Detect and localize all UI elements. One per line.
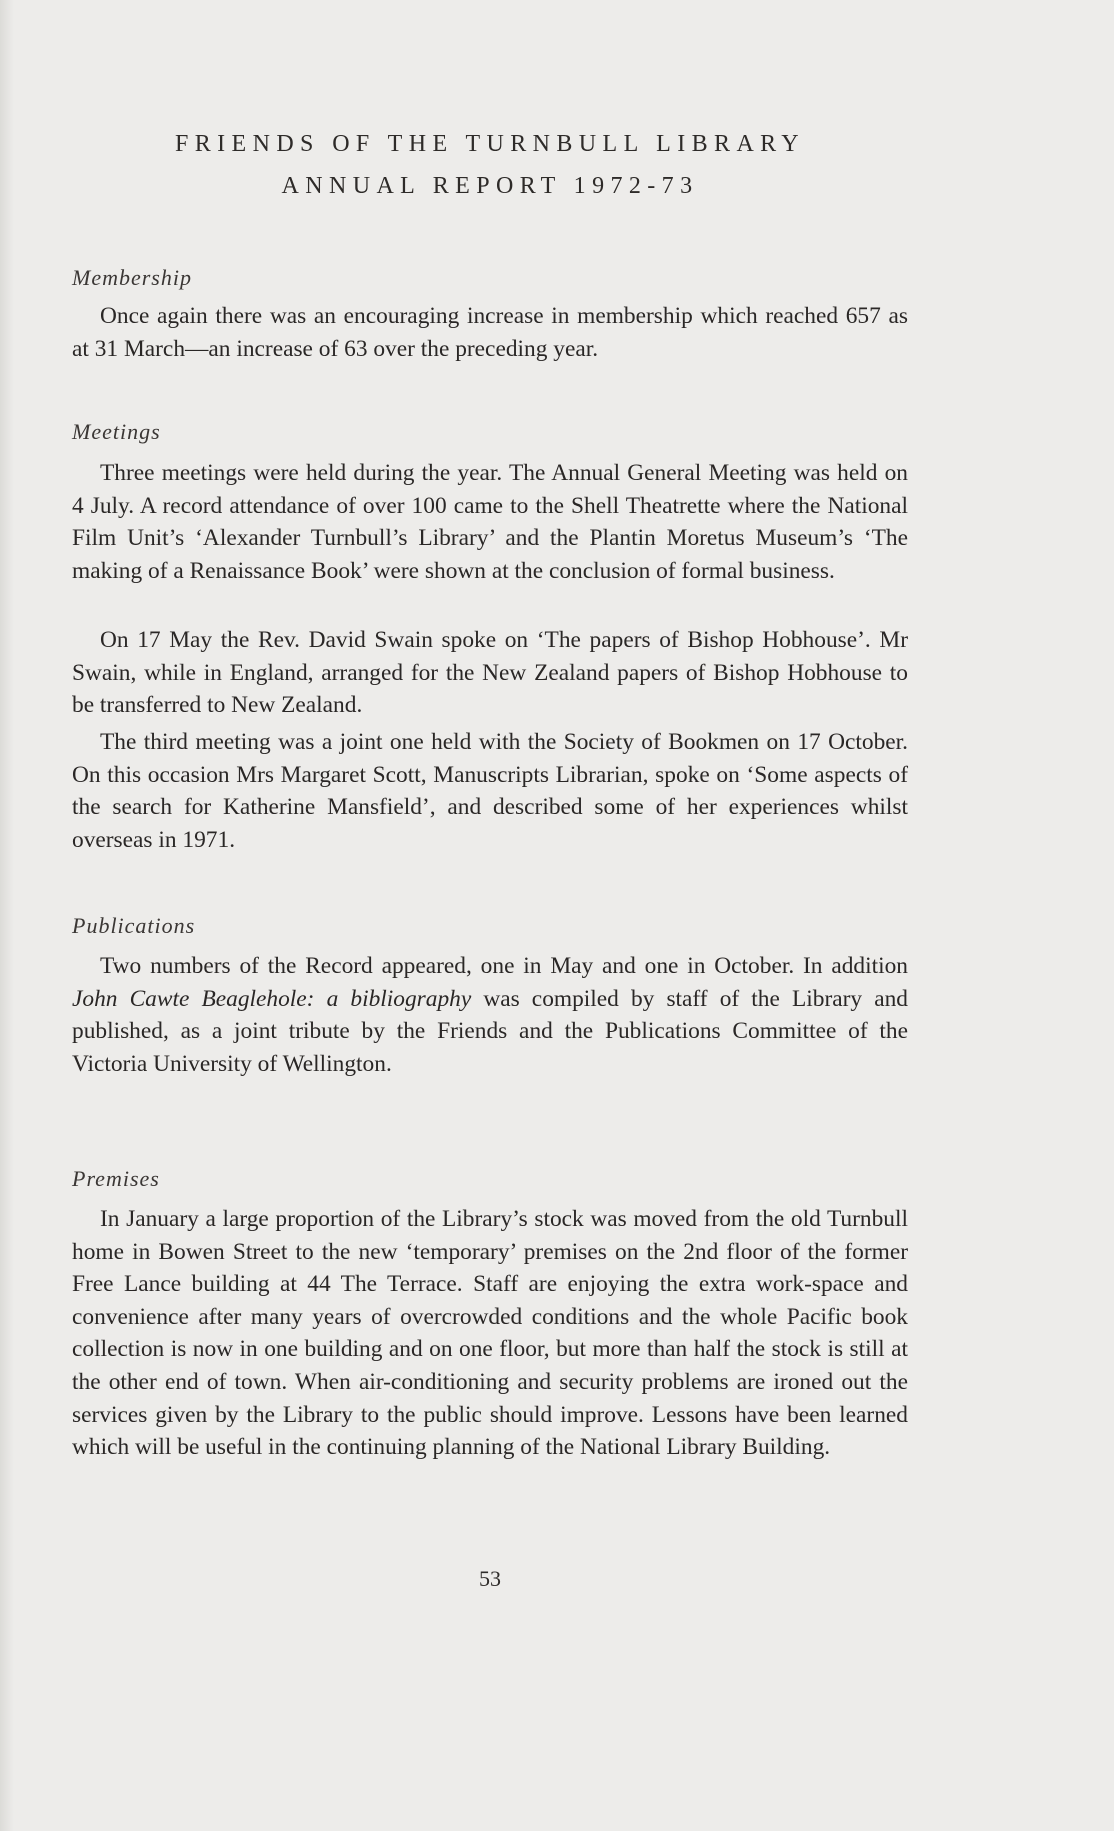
meetings-paragraph-3: The third meeting was a joint one held with the Society of Bookmen on 17 October. On this occasion Mrs Margaret Scott, Manuscripts Librarian, spoke on ‘Some aspects of the search for Katherine Mansfield’, and described some of her experiences whilst overseas in 1971. (72, 729, 908, 853)
section-heading-premises: Premises (72, 1166, 160, 1191)
meetings-paragraph-2: On 17 May the Rev. David Swain spoke on ‘The papers of Bishop Hobhouse’. Mr Swain, while in England, arranged for the New Zealand papers of Bishop Hobhouse to be transferred to New Zealand. (72, 627, 908, 719)
premises-paragraph: In January a large proportion of the Library’s stock was moved from the old Turnbull home in Bowen Street to the new ‘temporary’ premises on the 2nd floor of the former Free Lance building at 44 The Terrace. Staff are enjoying the extra work-space and convenience after many years of overcrowded conditions and the whole Pacific book collection is now in one building and on one floor, but more than half the stock is still at the other end of town. When air-conditioning and security problems are ironed out the services given by the Library to the public should improve. Lessons have been learned which will be useful in the continuing planning of the National Library Building. (72, 1206, 908, 1461)
bibliography-title: John Cawte Beaglehole: a bibliography (72, 985, 472, 1012)
section-heading-meetings: Meetings (72, 419, 161, 444)
membership-paragraph: Once again there was an encouraging increase in membership which reached 657 as at 31 March—an increase of 63 over the preceding year. (72, 303, 908, 362)
publications-text-before: Two numbers of the Record appeared, one in May and one in October. In addition (100, 953, 908, 979)
document-title-line-1: FRIENDS OF THE TURNBULL LIBRARY (174, 131, 805, 157)
section-heading-membership: Membership (72, 265, 192, 290)
meetings-paragraph-1: Three meetings were held during the year. The Annual General Meeting was held on 4 July. A record attendance of over 100 came to the Shell Theatrette where the National Film Unit’s ‘Alexander Turnbull’s Library’ and the Plantin Moretus Museum’s ‘The making of a Renaissance Book’ were shown at the conclusion of formal business. (72, 460, 908, 584)
section-heading-publications: Publications (72, 913, 196, 938)
page-number: 53 (479, 1566, 501, 1591)
document-title-line-2: ANNUAL REPORT 1972-73 (281, 173, 699, 199)
publications-paragraph (72, 950, 908, 1080)
page-edge-shadow (0, 0, 14, 1831)
publications-text-after: was compiled by staff of the Library and published, as a joint tribute by the Friends and the Publications Committee of the Victoria University of Wellington. (72, 985, 908, 1077)
